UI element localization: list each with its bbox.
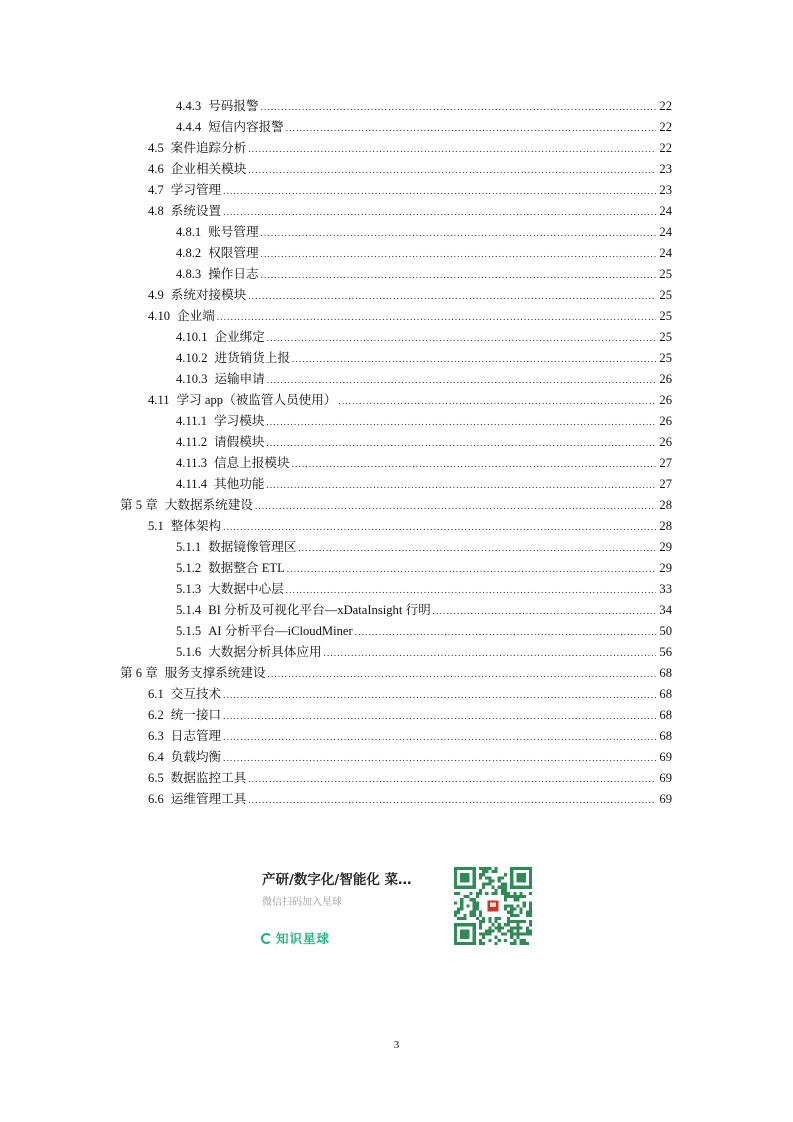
toc-row[interactable] [0,159,793,180]
toc-number: 5.1.5 [176,624,202,638]
toc-title: 数据整合 ETL [208,561,285,575]
toc-title: 日志管理 [170,729,222,743]
toc-number: 4.11.1 [176,414,208,428]
toc-title: 运输申请 [214,372,265,386]
toc-title: 学习模块 [214,414,265,428]
toc-leader-dots [248,160,656,181]
toc-page: 28 [659,498,672,512]
toc-title: 数据监控工具 [170,771,247,785]
toc-title: 其他功能 [214,477,265,491]
toc-page: 28 [659,519,672,533]
toc-page: 26 [659,372,672,386]
toc-row[interactable] [0,579,793,600]
toc-title: 整体架构 [170,519,222,533]
toc-page: 26 [659,414,672,428]
toc-page: 68 [659,729,672,743]
toc-page: 25 [659,309,672,323]
toc-leader-dots [324,643,656,664]
toc-page: 27 [659,477,672,491]
toc-row[interactable] [0,705,793,726]
toc-number: 5.1.3 [176,582,202,596]
toc-page: 56 [659,645,672,659]
toc-title: 系统设置 [170,204,222,218]
toc-row[interactable] [0,348,793,369]
toc-title: 企业端 [177,309,215,323]
toc-number: 4.4.3 [176,99,202,113]
toc-row[interactable] [0,663,793,684]
toc-number: 4.10.2 [176,351,208,365]
toc-leader-dots [292,349,656,370]
toc-leader-dots [248,139,656,160]
toc-row[interactable] [0,558,793,579]
toc-page: 27 [659,456,672,470]
toc-number: 4.8.2 [176,246,202,260]
zsxq-promo-card[interactable] [258,860,538,955]
toc-row[interactable] [0,117,793,138]
toc-row[interactable] [0,474,793,495]
toc-row[interactable] [0,432,793,453]
toc-page: 69 [659,750,672,764]
toc-title: 服务支撑系统建设 [164,666,266,680]
toc-page: 68 [659,666,672,680]
toc-number: 4.11.3 [176,456,208,470]
toc-title: 操作日志 [208,267,259,281]
toc-title: 数据镜像管理区 [208,540,297,554]
toc-page: 25 [659,351,672,365]
toc-row[interactable] [0,768,793,789]
page-number: 3 [393,1039,400,1051]
toc-page: 24 [659,246,672,260]
toc-number: 6.4 [148,750,164,764]
toc-title: 企业绑定 [214,330,265,344]
toc-page: 25 [659,288,672,302]
toc-page: 33 [659,582,672,596]
toc-leader-dots [223,517,656,538]
toc-page: 69 [659,771,672,785]
toc-row[interactable] [0,285,793,306]
toc-number: 4.8 [148,204,164,218]
toc-number: 4.11 [148,393,170,407]
toc-row[interactable] [0,747,793,768]
zsxq-logo-icon [261,933,272,944]
toc-title: AI 分析平台—iCloudMiner [208,624,353,638]
toc-leader-dots [298,538,656,559]
toc-title: 学习管理 [170,183,222,197]
toc-leader-dots [217,307,656,328]
toc-title: 系统对接模块 [170,288,247,302]
toc-leader-dots [286,580,656,601]
toc-number: 6.2 [148,708,164,722]
brand-label: 知识星球 [276,931,331,946]
toc-leader-dots [266,433,656,454]
toc-title: 大数据中心层 [208,582,284,596]
toc-leader-dots [261,223,656,244]
toc-row[interactable] [0,390,793,411]
toc-page: 68 [659,687,672,701]
toc-row[interactable] [0,306,793,327]
zsxq-brand [261,929,330,947]
toc-page: 23 [659,162,672,176]
toc-page: 50 [659,624,672,638]
toc-row[interactable] [0,621,793,642]
toc-number: 4.11.4 [176,477,208,491]
toc-title: 请假模块 [214,435,265,449]
toc-title: 权限管理 [208,246,259,260]
table-of-contents [0,96,793,810]
toc-number: 5.1 [148,519,164,533]
toc-row[interactable] [0,264,793,285]
toc-leader-dots [266,412,656,433]
toc-leader-dots [223,181,656,202]
toc-title: 负载均衡 [170,750,222,764]
toc-number: 4.5 [148,141,164,155]
toc-page: 25 [659,330,672,344]
toc-row[interactable] [0,495,793,516]
toc-row[interactable] [0,453,793,474]
toc-row[interactable] [0,243,793,264]
toc-title: 统一接口 [170,708,222,722]
toc-number: 4.10.3 [176,372,208,386]
toc-title: 号码报警 [208,99,259,113]
toc-number: 4.8.3 [176,267,202,281]
toc-leader-dots [287,559,656,580]
toc-page: 24 [659,225,672,239]
toc-row[interactable] [0,369,793,390]
toc-leader-dots [267,328,656,349]
toc-row[interactable] [0,222,793,243]
toc-leader-dots [223,685,656,706]
toc-row[interactable] [0,516,793,537]
toc-page: 29 [659,561,672,575]
toc-title: 进货销货上报 [214,351,291,365]
toc-leader-dots [292,454,656,475]
toc-number: 6.3 [148,729,164,743]
toc-page: 26 [659,435,672,449]
toc-page: 25 [659,267,672,281]
toc-leader-dots [268,664,656,685]
toc-row[interactable] [0,642,793,663]
toc-number: 4.11.2 [176,435,208,449]
toc-title: 学习 app（被监管人员使用） [176,393,337,407]
toc-number: 5.1.4 [176,603,202,617]
toc-row[interactable] [0,537,793,558]
toc-leader-dots [338,391,656,412]
toc-title: 大数据系统建设 [164,498,253,512]
toc-number: 6.5 [148,771,164,785]
toc-number: 4.6 [148,162,164,176]
toc-leader-dots [223,706,656,727]
toc-title: 短信内容报警 [208,120,284,134]
toc-number: 4.7 [148,183,164,197]
toc-page: 22 [659,99,672,113]
toc-row[interactable] [0,684,793,705]
toc-title: 企业相关模块 [170,162,247,176]
toc-title: 交互技术 [170,687,222,701]
toc-title: 大数据分析具体应用 [208,645,322,659]
toc-number: 4.8.1 [176,225,202,239]
toc-leader-dots [255,496,656,517]
toc-row[interactable] [0,138,793,159]
toc-number: 6.6 [148,792,164,806]
toc-leader-dots [261,265,656,286]
toc-number: 4.10.1 [176,330,208,344]
toc-page: 29 [659,540,672,554]
toc-row[interactable] [0,327,793,348]
toc-leader-dots [266,475,656,496]
toc-page: 69 [659,792,672,806]
toc-title: BI 分析及可视化平台—xDataInsight 行明 [208,603,431,617]
toc-title: 账号管理 [208,225,259,239]
toc-number: 5.1.2 [176,561,202,575]
toc-number: 4.4.4 [176,120,202,134]
toc-number: 6.1 [148,687,164,701]
toc-leader-dots [223,202,656,223]
toc-leader-dots [223,748,656,769]
toc-page: 68 [659,708,672,722]
toc-leader-dots [433,601,656,622]
toc-page: 23 [659,183,672,197]
toc-number: 4.10 [148,309,171,323]
toc-leader-dots [261,244,656,265]
toc-number: 第 5 章 [120,498,158,512]
toc-number: 第 6 章 [120,666,158,680]
promo-subtitle: 微信扫码加入星球 [262,897,342,908]
toc-number: 4.9 [148,288,164,302]
toc-row[interactable] [0,96,793,117]
toc-page: 22 [659,120,672,134]
toc-row[interactable] [0,789,793,810]
toc-leader-dots [248,790,656,811]
toc-leader-dots [248,286,656,307]
toc-page: 22 [659,141,672,155]
toc-leader-dots [261,97,656,118]
toc-title: 案件追踪分析 [170,141,247,155]
toc-leader-dots [223,727,656,748]
toc-title: 运维管理工具 [170,792,247,806]
toc-page: 26 [659,393,672,407]
toc-page: 24 [659,204,672,218]
toc-row[interactable] [0,600,793,621]
toc-number: 5.1.1 [176,540,202,554]
toc-leader-dots [286,118,656,139]
toc-leader-dots [267,370,656,391]
promo-title: 产研/数字化/智能化 菜… [262,872,412,888]
toc-leader-dots [355,622,656,643]
toc-row[interactable] [0,180,793,201]
toc-page: 34 [659,603,672,617]
toc-number: 5.1.6 [176,645,202,659]
toc-row[interactable] [0,411,793,432]
qr-code-icon[interactable] [454,866,532,946]
toc-row[interactable] [0,201,793,222]
toc-leader-dots [248,769,656,790]
toc-title: 信息上报模块 [214,456,290,470]
toc-row[interactable] [0,726,793,747]
